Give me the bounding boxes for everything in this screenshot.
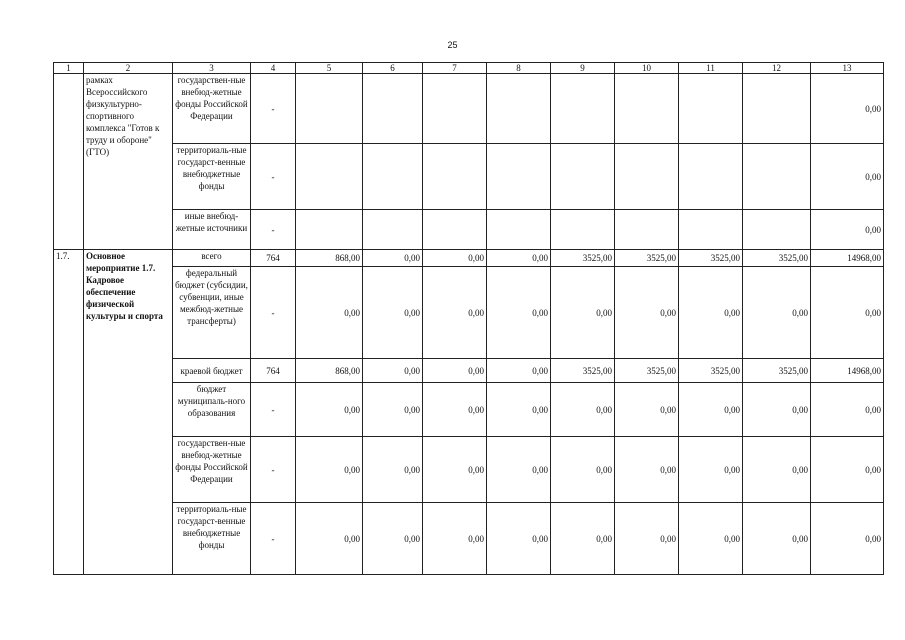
cell-value: 0,00 xyxy=(615,437,679,503)
cell-value xyxy=(679,74,743,144)
column-header: 3 xyxy=(173,63,251,74)
cell-value: 0,00 xyxy=(679,383,743,437)
cell-value xyxy=(363,210,423,250)
column-header: 9 xyxy=(551,63,615,74)
cell-value: 0,00 xyxy=(811,74,884,144)
cell-col4: - xyxy=(251,503,296,575)
cell-value: 0,00 xyxy=(551,503,615,575)
cell-value: 0,00 xyxy=(487,503,551,575)
cell-col4: 764 xyxy=(251,359,296,383)
page-number: 25 xyxy=(447,40,458,50)
cell-value xyxy=(296,74,363,144)
cell-value: 3525,00 xyxy=(743,359,811,383)
activity-name: Основное мероприятие 1.7. Кадровое обеспечение физической культуры и спорта xyxy=(84,250,173,575)
table-row xyxy=(54,210,884,250)
table-row xyxy=(54,144,884,210)
cell-value: 0,00 xyxy=(811,503,884,575)
cell-value: 0,00 xyxy=(423,267,487,359)
cell-value: 0,00 xyxy=(743,503,811,575)
funding-source: государствен-ные внебюд-жетные фонды Российской Федерации xyxy=(173,74,251,144)
column-header: 8 xyxy=(487,63,551,74)
cell-value: 3525,00 xyxy=(679,359,743,383)
cell-value: 0,00 xyxy=(363,359,423,383)
cell-value xyxy=(296,210,363,250)
cell-value: 3525,00 xyxy=(615,359,679,383)
cell-value: 0,00 xyxy=(615,503,679,575)
table-row xyxy=(54,383,884,437)
cell-value xyxy=(679,210,743,250)
cell-value: 14968,00 xyxy=(811,250,884,267)
cell-value: 0,00 xyxy=(487,359,551,383)
cell-value xyxy=(363,144,423,210)
cell-value: 0,00 xyxy=(296,503,363,575)
cell-value: 0,00 xyxy=(551,437,615,503)
cell-value: 3525,00 xyxy=(551,250,615,267)
cell-value: 0,00 xyxy=(423,383,487,437)
table-row xyxy=(54,250,884,267)
cell-value: 0,00 xyxy=(363,503,423,575)
column-header: 13 xyxy=(811,63,884,74)
cell-value: 0,00 xyxy=(487,267,551,359)
table-row xyxy=(54,74,884,144)
cell-value: 0,00 xyxy=(487,383,551,437)
column-header: 1 xyxy=(54,63,84,74)
table-row xyxy=(54,437,884,503)
column-header: 6 xyxy=(363,63,423,74)
cell-value: 0,00 xyxy=(679,267,743,359)
cell-value: 0,00 xyxy=(423,437,487,503)
cell-col4: - xyxy=(251,437,296,503)
cell-value: 0,00 xyxy=(743,383,811,437)
cell-value: 0,00 xyxy=(363,267,423,359)
funding-source: краевой бюджет xyxy=(173,359,251,383)
cell-value xyxy=(551,74,615,144)
header-row xyxy=(54,63,884,74)
cell-value xyxy=(615,74,679,144)
cell-value: 3525,00 xyxy=(679,250,743,267)
cell-value: 3525,00 xyxy=(551,359,615,383)
cell-value: 0,00 xyxy=(811,144,884,210)
cell-value: 0,00 xyxy=(679,437,743,503)
cell-value: 0,00 xyxy=(296,267,363,359)
column-header: 4 xyxy=(251,63,296,74)
cell-value: 0,00 xyxy=(679,503,743,575)
column-header: 2 xyxy=(84,63,173,74)
row-code xyxy=(54,74,84,250)
cell-value xyxy=(296,144,363,210)
column-header: 5 xyxy=(296,63,363,74)
cell-value: 0,00 xyxy=(363,250,423,267)
cell-value xyxy=(743,74,811,144)
cell-value xyxy=(615,210,679,250)
cell-value: 0,00 xyxy=(615,383,679,437)
column-header: 7 xyxy=(423,63,487,74)
cell-value xyxy=(423,74,487,144)
funding-source: бюджет муниципаль-ного образования xyxy=(173,383,251,437)
cell-value: 0,00 xyxy=(423,359,487,383)
cell-value xyxy=(423,144,487,210)
cell-value: 0,00 xyxy=(811,210,884,250)
cell-value: 868,00 xyxy=(296,250,363,267)
cell-col4: 764 xyxy=(251,250,296,267)
funding-source: всего xyxy=(173,250,251,267)
cell-value: 0,00 xyxy=(296,383,363,437)
table-row xyxy=(54,267,884,359)
cell-value xyxy=(679,144,743,210)
cell-value: 0,00 xyxy=(811,267,884,359)
cell-value: 0,00 xyxy=(487,250,551,267)
cell-value xyxy=(487,144,551,210)
cell-col4: - xyxy=(251,267,296,359)
cell-value: 0,00 xyxy=(423,503,487,575)
cell-value xyxy=(423,210,487,250)
funding-source: территориаль-ные государст-венные внебюджетные фонды xyxy=(173,503,251,575)
cell-value: 0,00 xyxy=(743,267,811,359)
cell-col4: - xyxy=(251,383,296,437)
cell-value: 14968,00 xyxy=(811,359,884,383)
cell-value xyxy=(743,144,811,210)
cell-value xyxy=(615,144,679,210)
cell-value: 0,00 xyxy=(423,250,487,267)
cell-value: 0,00 xyxy=(811,437,884,503)
cell-value xyxy=(743,210,811,250)
cell-value: 0,00 xyxy=(296,437,363,503)
column-header: 10 xyxy=(615,63,679,74)
cell-value: 3525,00 xyxy=(615,250,679,267)
table-row xyxy=(54,359,884,383)
budget-table xyxy=(53,62,884,575)
cell-value: 0,00 xyxy=(487,437,551,503)
funding-source: территориаль-ные государст-венные внебюджетные фонды xyxy=(173,144,251,210)
cell-value xyxy=(551,144,615,210)
funding-source: государствен-ные внебюд-жетные фонды Российской Федерации xyxy=(173,437,251,503)
funding-source: федеральный бюджет (субсидии, субвенции, иные межбюд-жетные трансферты) xyxy=(173,267,251,359)
cell-col4: - xyxy=(251,210,296,250)
column-header: 12 xyxy=(743,63,811,74)
cell-value: 868,00 xyxy=(296,359,363,383)
row-code: 1.7. xyxy=(54,250,84,575)
cell-value: 0,00 xyxy=(615,267,679,359)
cell-value: 0,00 xyxy=(363,383,423,437)
cell-value: 0,00 xyxy=(363,437,423,503)
cell-col4: - xyxy=(251,74,296,144)
cell-value xyxy=(551,210,615,250)
cell-value xyxy=(363,74,423,144)
cell-value xyxy=(487,74,551,144)
funding-source: иные внебюд-жетные источники xyxy=(173,210,251,250)
cell-value: 0,00 xyxy=(743,437,811,503)
column-header: 11 xyxy=(679,63,743,74)
activity-name: рамках Всероссийского физкультурно-спортивного комплекса "Готов к труду и обороне" (ГТО) xyxy=(84,74,173,250)
cell-value: 0,00 xyxy=(551,383,615,437)
cell-value: 0,00 xyxy=(811,383,884,437)
cell-value: 0,00 xyxy=(551,267,615,359)
cell-col4: - xyxy=(251,144,296,210)
cell-value xyxy=(487,210,551,250)
cell-value: 3525,00 xyxy=(743,250,811,267)
table-row xyxy=(54,503,884,575)
